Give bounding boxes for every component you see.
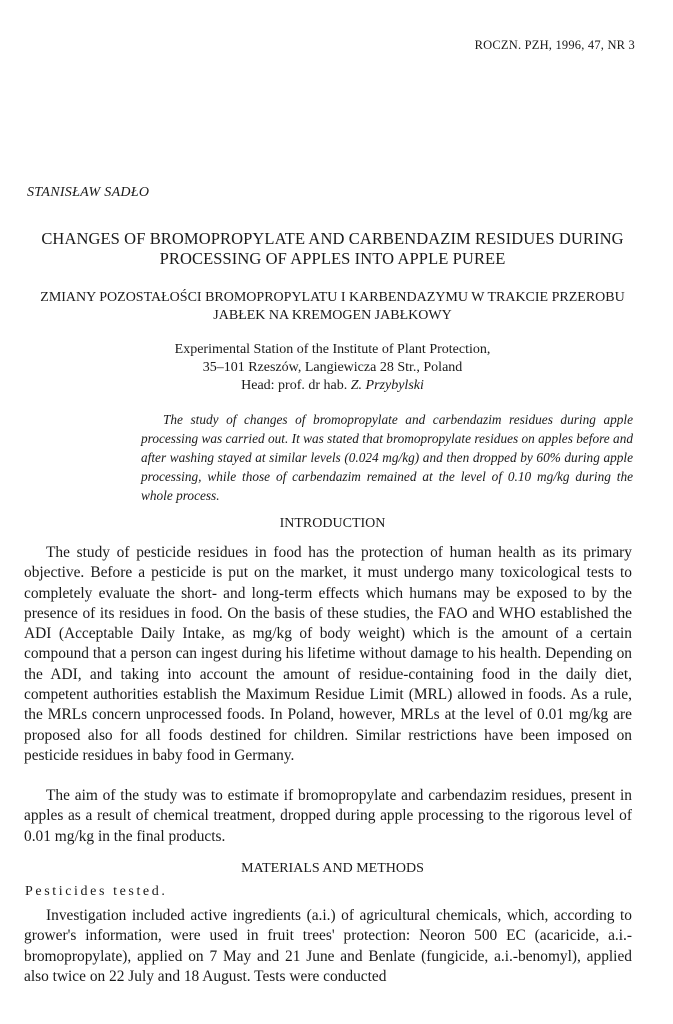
author-name: STANISŁAW SADŁO <box>27 185 150 200</box>
running-head: ROCZN. PZH, 1996, 47, NR 3 <box>474 38 635 52</box>
affiliation <box>20 341 645 395</box>
introduction-paragraph-1: The study of pesticide residues in food has the protection of human health as its primary objective. Before a pesticide is put on the market, it must undergo many toxicological tests to completely evaluate the short- and long-term effects which humans may be exposed to by the presence of its residues in food. On the basis of these studies, the FAO and WHO established the ADI (Acceptable Daily Intake, as mg/kg of body weight) which is the amount of a certain compound that a person can ingest during his lifetime without damage to his health. Depending on the ADI, and taking into account the amount of residue-containing food in the daily diet, competent authorities establish the Maximum Residue Limit (MRL) allowed in foods. As a rule, the MRLs concern unprocessed foods. In Poland, however, MRLs at the level of 0.01 mg/kg are proposed also for all foods destined for children. Similar restrictions have been imposed on pesticide residues in baby food in Germany. <box>24 544 632 764</box>
head-prefix: Head: prof. dr hab. <box>241 378 351 393</box>
methods-heading: MATERIALS AND METHODS <box>241 861 424 876</box>
affiliation-line-2: 35–101 Rzeszów, Langiewicza 28 Str., Poland <box>202 360 463 375</box>
title-english: CHANGES OF BROMOPROPYLATE AND CARBENDAZIM RESIDUES DURING PROCESSING OF APPLES INTO APPLE PUREE <box>41 229 624 268</box>
introduction-paragraph-2: The aim of the study was to estimate if bromopropylate and carbendazim residues, present in apples as a result of chemical treatment, dropped during apple processing to the rigorous level of 0.01 mg/kg in the final products. <box>24 787 632 845</box>
introduction-heading: INTRODUCTION <box>279 516 386 531</box>
title-polish: ZMIANY POZOSTAŁOŚCI BROMOPROPYLATU I KARBENDAZYMU W TRAKCIE PRZEROBU JABŁEK NA KREMOGEN JABŁKOWY <box>40 290 625 323</box>
affiliation-line-1: Experimental Station of the Institute of Plant Protection, <box>174 342 491 357</box>
pesticides-tested-subheading: Pesticides tested. <box>25 884 168 899</box>
affiliation-head <box>20 377 645 395</box>
abstract: The study of changes of bromopropylate and carbendazim residues during apple processing was carried out. It was stated that bromopropylate residues on apples before and after washing stayed at similar levels (0.024 mg/kg) and then dropped by 60% during apple processing, while those of carbendazim remained at the level of 0.10 mg/kg during the whole process. <box>141 412 633 503</box>
methods-paragraph-1: Investigation included active ingredients (a.i.) of agricultural chemicals, which, according to grower's information, were used in fruit trees' protection: Neoron 500 EC (acaricide, a.i.-bromopropylate), applied on 7 May and 21 June and Benlate (fungicide, a.i.-benomyl), applied also twice on 22 July and 18 August. Tests were conducted <box>24 907 632 985</box>
head-name: Z. Przybylski <box>350 378 424 393</box>
